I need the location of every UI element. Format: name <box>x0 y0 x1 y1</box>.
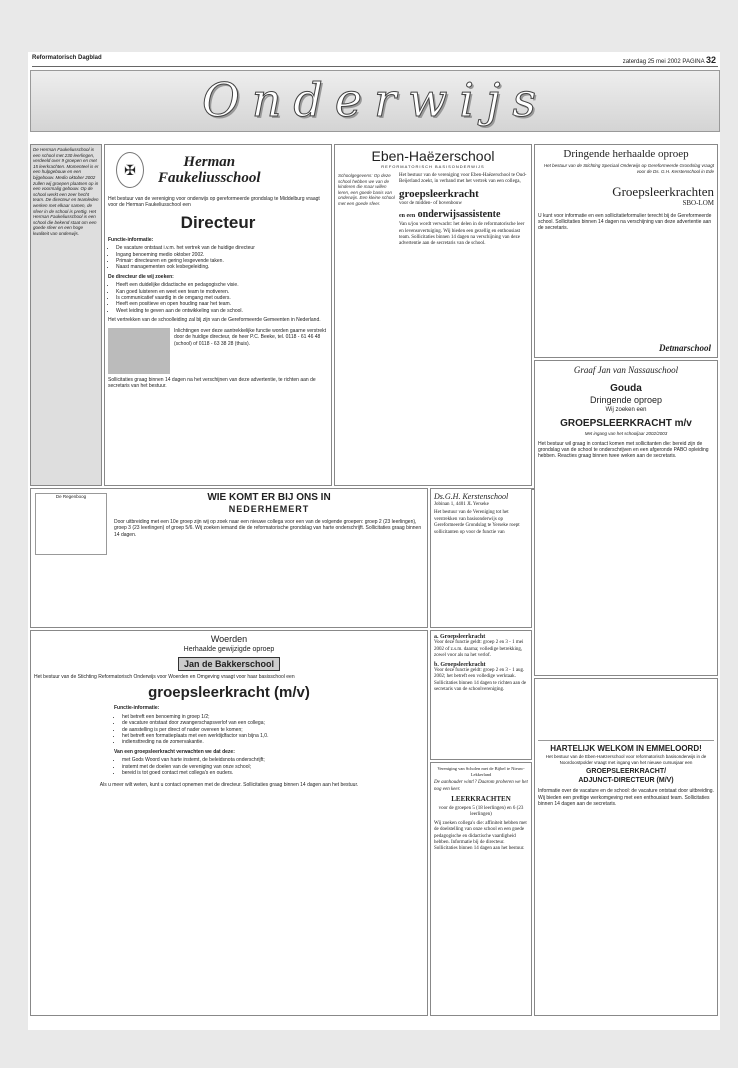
woerden-ask <box>114 757 424 776</box>
regenboog-logo-text: De Regenboog <box>55 494 87 499</box>
ad-nieuw-lekkerland <box>430 762 532 1016</box>
kersten-b-text: Voor deze functie geldt: groep 2 en 3 - 1 aug. 2002; het betreft een volledige werktaak. Sollicitaties binnen 14 dagen te richten aan de secretaris van de schoolvereniging. <box>434 668 527 693</box>
list-item: • instemt met de doelen van de vereniging van onze school; <box>122 764 424 770</box>
list-item: • met Gods Woord van harte instemt, de beleidsnota onderschrijft; <box>122 757 424 763</box>
herman-note: Het vertrekken van de schoolleiding zal bij zijn van de Gereformeerde Gemeenten in Nederland. <box>108 317 321 324</box>
woerden-sub: Herhaalde gewijzigde oproep <box>183 646 275 653</box>
emmel-text: Informatie over de vacature en de school: de vacature ontstaat door uitbreiding. Wij bieden een prettige werkomgeving met een enthousiast team. Sollicitaties binnen 14 dagen aan de secretaris. <box>538 788 714 807</box>
lekk-question: De aanhouder wint!? Daarom proberen we het nog een keer. <box>434 780 528 792</box>
herman-ask-head: De directeur die wij zoeken: <box>108 273 174 280</box>
woerden-footer: Als u meer wilt weten, kunt u contact opnemen met de directeur. Sollicitaties graag binnen 14 dagen aan het bestuur. <box>99 782 359 789</box>
lekk-sub: voor de groepen 5 (18 leerlingen) en 6 (23 leerlingen) <box>438 806 524 818</box>
lekk-job: LEERKRACHTEN <box>451 795 511 803</box>
eben-job1: groepsleerkracht <box>399 187 479 200</box>
list-item: • indiensttreding na de zomervakantie. <box>122 739 424 745</box>
jan-de-bakker-logo: Jan de Bakkerschool <box>178 657 280 671</box>
eben-job1-sub: voor de midden- of bovenbouw <box>399 200 463 206</box>
drin-intro: Het bestuur van de Stichting Speciaal Onderwijs op Gereformeerde Grondslag vraagt voor de Ds. G.H. Kerstenschool in Ede <box>543 163 714 174</box>
gouda-text: Het bestuur wil graag in contact komen met sollicitanten die: bereid zijn de grondslag van de school te onderschrijven en een afgeronde PABO opleiding hebben. Reacties graag binnen twee weken aan de secretaris. <box>538 440 709 460</box>
school-photo <box>108 328 170 374</box>
emmel-job: GROEPSLEERKRACHT/ <box>585 768 667 776</box>
herman-job-title: Directeur <box>180 212 256 232</box>
list-item: • de aanstelling is per direct of nader overeen te komen; <box>122 727 424 733</box>
page-label: PAGINA <box>682 59 705 65</box>
list-item: • Naast managementen ook lesbegeleiding. <box>116 264 328 270</box>
gouda-city: Gouda <box>610 383 642 394</box>
list-item: • het betreft een benoeming in groep 1/2; <box>122 714 424 720</box>
banner-title: Onderwijs <box>202 73 548 127</box>
list-item: • Primair: directeuren en gering lesgevende taken. <box>116 258 328 264</box>
list-item: • Kan goed luisteren en weet een team te motiveren. <box>116 289 328 295</box>
gouda-job: GROEPSLEERKRACHT m/v <box>560 418 692 429</box>
ad-eben-haezer <box>334 144 532 486</box>
school-emblem-icon: ✠ <box>116 152 144 188</box>
gouda-lead: Dringende oproep <box>589 395 663 405</box>
ad-dringende-oproep <box>534 144 718 358</box>
woerden-bullets <box>114 714 424 746</box>
wkeb-text: Door uitbreiding met een 10e groep zijn wij op zoek naar een nieuwe collega voor een van de volgende groepen: groep 2 (23 leerlingen), groep 3 (23 leerlingen) of groep 5/6. Wij zoeken iemand die de reformatorische grondslag van harte onderschrijft. Sollicitaties graag binnen 14 dagen. <box>114 519 422 538</box>
ad-kerstenschool-head <box>430 488 532 628</box>
lekk-text: Wij zoeken collega's die: affiniteit hebben met de doelstelling van onze school en een goede pedagogische en didactische vaardigheid hebben. Informatie bij de directeur. Sollicitaties binnen 14 dagen aan het bestuur. <box>434 820 527 852</box>
herman-apply: Sollicitaties graag binnen 14 dagen na het verschijnen van deze advertentie, te richten aan de secretaris van het bestuur. <box>108 376 316 390</box>
date: zaterdag 25 mei 2002 <box>622 59 681 65</box>
list-item: • het betreft een formatieplaats met een werktijdfactor van bijna 1,0. <box>122 733 424 739</box>
wkeb-title2: NEDERHEMERT <box>228 504 310 514</box>
left-sidebar <box>30 144 102 486</box>
list-item: • Weet leiding te geven aan de ontwikkeling van de school. <box>116 308 328 314</box>
page-footer-marks <box>30 1017 718 1023</box>
kersten-address: Jobinan 1, 4401 JL Yerseke <box>434 502 489 507</box>
ad-herman-faukelius <box>104 144 332 486</box>
page-number: 32 <box>705 55 716 65</box>
list-item: • Ingang benoeming medio oktober 2002. <box>116 252 328 258</box>
section-banner <box>30 70 720 132</box>
herman-intro: Het bestuur van de vereniging voor onderwijs op gereformeerde grondslag te Middelburg vraagt voor de Herman Faukeliusschool een <box>108 196 320 209</box>
drin-title: Dringende herhaalde oproep <box>563 148 689 160</box>
eben-subtitle: REFORMATORISCH BASISONDERWIJS <box>381 164 485 169</box>
ad-gouda <box>534 360 718 676</box>
ad-nederhemert <box>30 488 428 628</box>
wkeb-title: WIE KOMT ER BIJ ONS IN <box>207 492 331 503</box>
gouda-wij: Wij zoeken een <box>605 407 647 413</box>
woerden-intro: Het bestuur van de Stichting Reformatorisch Onderwijs voor Woerden en Omgeving vraagt voor haar basisschool een <box>34 674 295 680</box>
drin-sub: SBO-LOM <box>682 199 714 208</box>
eben-text: Van u/jou wordt verwacht: het delen in de reformatorische leer en levensovertuiging. Wij bieden een gezellig en enthousiast team. Sollicitaties binnen 14 dagen na verschijning van deze advertentie aan de secretaris van de school. <box>399 222 525 247</box>
list-item: • Heeft een positieve en open houding naar het team. <box>116 301 328 307</box>
emmel-job2: ADJUNCT-DIRECTEUR (M/V) <box>578 777 674 785</box>
kersten-b: b. Groepsleerkracht <box>434 661 486 668</box>
header-rule <box>32 66 718 67</box>
herman-contact: Inlichtingen over deze aantrekkelijke functie worden gaarne verstrekt door de huidige directeur, de heer P.C. Beeke, tel. 0118 - 61 46 48 (school) of 0118 - 63 38 28 (thuis). <box>174 327 327 347</box>
woerden-title: Woerden <box>210 634 248 644</box>
kersten-intro: Het bestuur van de Vereniging tot het verstrekken van basisonderwijs op Gereformeerde Grondslag te Yerseke roept sollicitanten op voor de functie van <box>434 510 520 535</box>
woerden-ask-head: Van een groepsleerkracht verwachten we dat deze: <box>114 748 235 755</box>
list-item: • De vacature ontstaat i.v.m. het vertrek van de huidige directeur <box>116 245 328 251</box>
eben-and: en een <box>399 213 416 220</box>
paper-name: Reformatorisch Dagblad <box>32 55 102 61</box>
kersten-a: a. Groepsleerkracht <box>434 634 486 640</box>
ad-emmeloord <box>534 678 718 1016</box>
list-item: • Heeft een duidelijke didactische en pedagogische visie. <box>116 282 328 288</box>
emmel-head: HARTELIJK WELKOM IN EMMELOORD! <box>550 744 702 753</box>
drin-text: U kunt voor informatie en een sollicitatieformulier terecht bij de Gereformeerde school. Sollicitaties binnen 14 dagen na verschijning van deze advertentie aan de secretaris. <box>538 212 712 232</box>
woerden-info-head: Functie-informatie: <box>114 705 160 712</box>
eben-name: Eben-Haëzerschool <box>371 148 495 164</box>
page-header <box>32 55 716 65</box>
drin-job: Groepsleerkrachten <box>612 184 714 200</box>
lekk-title: Vereniging van Scholen met de Bijbel te Nieuw-Lekkerland <box>437 766 525 777</box>
sidebar-text: De Herman Faukeliusschool is een school met 230 leerlingen, verdeeld over 9 groepen en met 15 leerkrachten. Momenteel is er een hulpgebouw en een bijgebouw. Medio oktober 2002 zullen wij groepen plaatsen op in een voormalig gebouw. Op de school werkt een zeer hecht team. De directeur en teamleden werken met elkaar samen, de sfeer in de school is prettig. Het Herman Faukeliusschool is een school die bekend staat om een goede sfeer en een hoge kwaliteit van onderwijs. <box>33 147 99 236</box>
regenboog-logo <box>35 493 107 555</box>
emmel-intro: Het bestuur van de Eben-Haëzerschool voor reformatorisch basisonderwijs in de Noordoostpolder vraagt met ingang van het nieuwe cursusjaar een <box>545 754 707 765</box>
herman-ask <box>108 282 328 314</box>
eben-intro: Het bestuur van de vereniging voor Eben-Haëzerschool te Oud-Beijerland zoekt, in verband met het vertrek van een collega, <box>399 173 527 185</box>
page-info <box>623 55 716 65</box>
list-item: • bereid is tot goed contact met collega's en ouders. <box>122 770 424 776</box>
herman-bullets <box>108 245 328 271</box>
list-item: • de vacature ontstaat door zwangerschapsverlof van een collega; <box>122 720 424 726</box>
eben-job2: onderwijsassistente <box>417 209 501 221</box>
list-item: • Is communicatief vaardig in de omgang met ouders. <box>116 295 328 301</box>
eben-sidebar: Schoolgegevens: Op deze school hebben we van de kinderen die maar willen leren, een goede basis van onderwijs. Een kleine school met een goede sfeer. <box>338 173 395 206</box>
kersten-a-text: Voor deze functie geldt: groep 2 en 3 - 1 mei 2002 of z.s.m. daarna; volledige betrekking, zowel voor als na het verlof. <box>434 640 524 659</box>
gouda-school: Graaf Jan van Nassauschool <box>573 365 679 375</box>
herman-logo <box>108 148 328 196</box>
emmeloord-drawing <box>538 682 714 741</box>
gouda-sub: Met ingang van het schooljaar 2002/2003 <box>584 431 668 436</box>
kersten-name: Ds.G.H. Kerstenschool <box>434 492 509 501</box>
woerden-job: groepsleerkracht (m/v) <box>148 684 310 702</box>
ad-woerden <box>30 630 428 1016</box>
detmarschool-logo: Detmarschool <box>658 342 711 353</box>
herman-profile-head: Functie-informatie: <box>108 236 154 243</box>
ad-kerstenschool-body <box>430 630 532 760</box>
herman-logo-text: Herman Faukeliusschool <box>158 154 261 186</box>
